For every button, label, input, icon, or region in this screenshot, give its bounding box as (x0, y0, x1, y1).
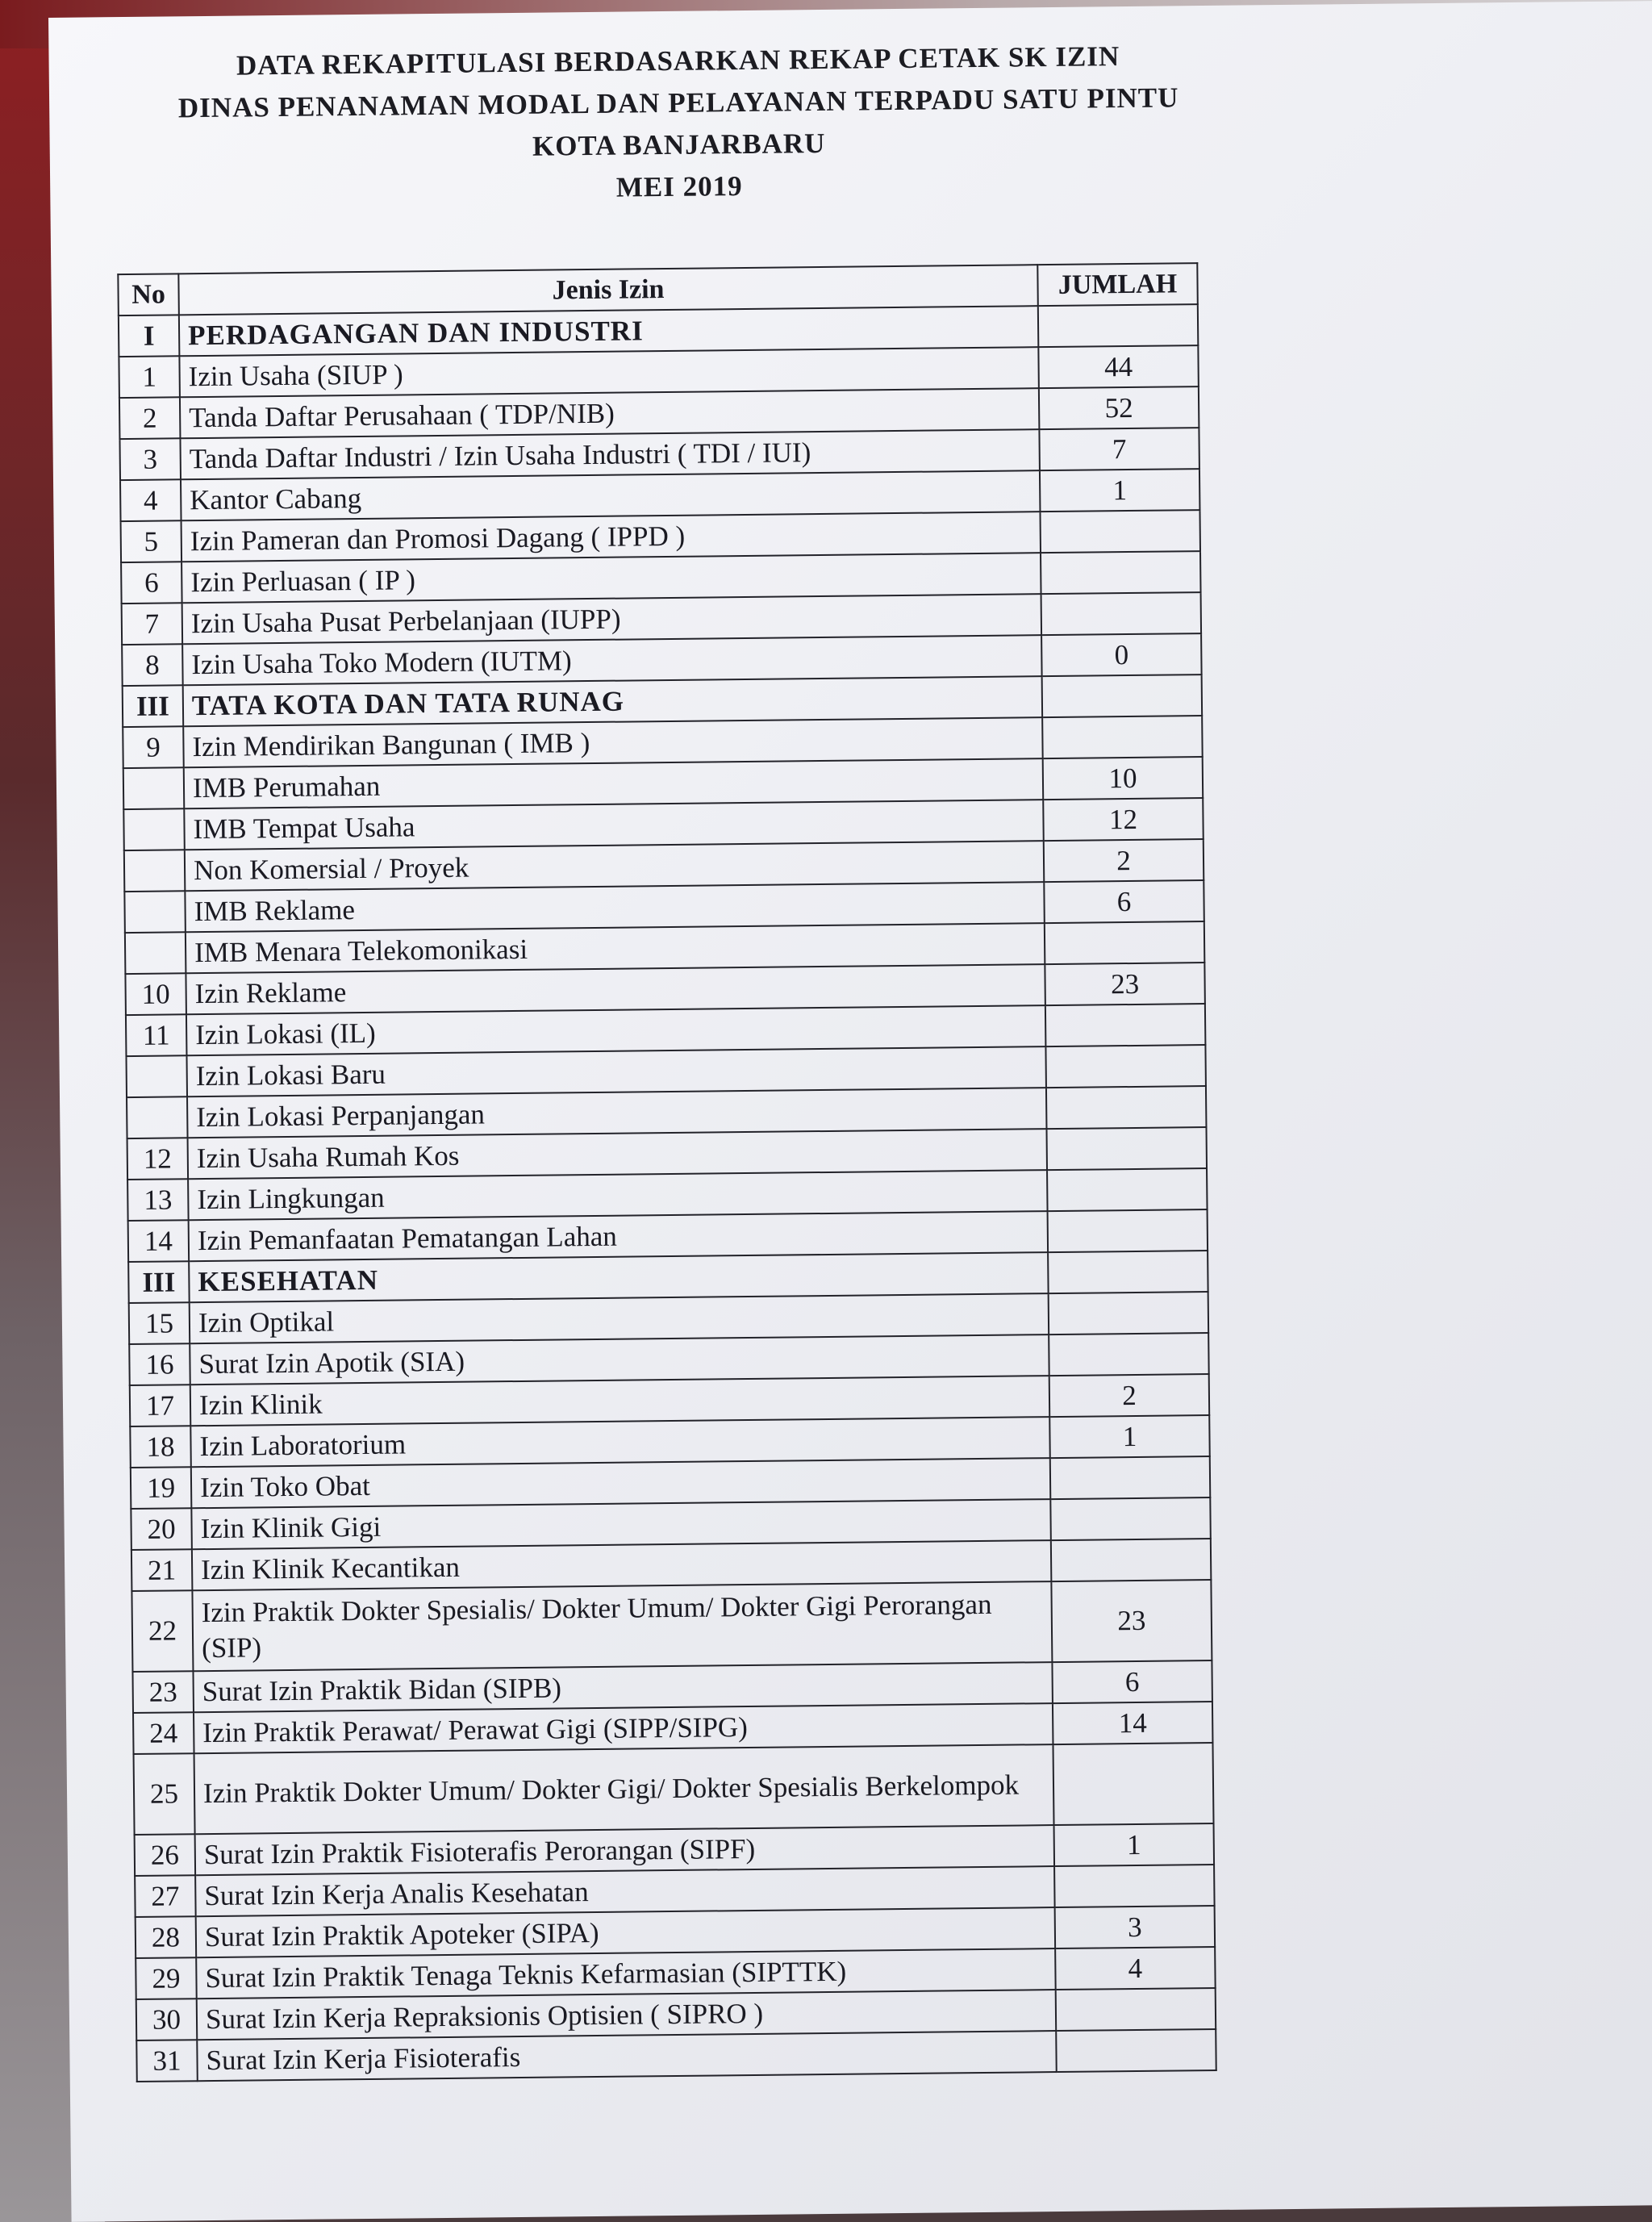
section-title: TATA KOTA DAN TATA RUNAG (191, 685, 625, 721)
row-number: 10 (125, 973, 186, 1015)
jenis-izin: Izin Lingkungan (197, 1181, 385, 1215)
row-number: 14 (128, 1220, 190, 1262)
row-number: 31 (136, 2040, 198, 2082)
jenis-izin: Surat Izin Kerja Repraksionis Optisien ( SIPRO ) (205, 1997, 764, 2035)
jumlah-value (1041, 592, 1202, 635)
jenis-izin: IMB Tempat Usaha (193, 810, 415, 845)
jenis-izin: Surat Izin Apotik (SIA) (198, 1345, 465, 1380)
jumlah-value: 4 (1055, 1947, 1216, 1990)
jenis-izin: Izin Klinik Gigi (200, 1510, 382, 1544)
jumlah-value (1048, 1251, 1208, 1293)
jumlah-value (1047, 1168, 1208, 1211)
jenis-izin: Tanda Daftar Perusahaan ( TDP/NIB) (188, 397, 615, 433)
row-number: 22 (131, 1590, 193, 1672)
jumlah-value: 44 (1038, 345, 1199, 388)
jenis-izin: Surat Izin Praktik Apoteker (SIPA) (204, 1916, 599, 1953)
jenis-izin-cell (194, 1744, 1054, 1834)
jenis-izin: Surat Izin Kerja Analis Kesehatan (204, 1875, 589, 1911)
jenis-izin: Surat Izin Praktik Bidan (SIPB) (202, 1671, 562, 1707)
jumlah-value (1050, 1456, 1211, 1499)
row-number: 2 (119, 397, 181, 439)
jumlah-value (1049, 1333, 1209, 1376)
row-number: 21 (131, 1549, 193, 1591)
jumlah-value (1056, 2029, 1216, 2072)
jenis-izin-cell (192, 1581, 1052, 1671)
row-number: 6 (121, 562, 182, 604)
row-number: 1 (119, 356, 180, 398)
row-number (123, 767, 185, 809)
jumlah-value (1038, 304, 1199, 347)
jumlah-value: 14 (1053, 1702, 1213, 1744)
jenis-izin: Izin Usaha Toko Modern (IUTM) (191, 644, 572, 680)
row-number: 20 (131, 1508, 192, 1550)
jumlah-value: 12 (1043, 798, 1204, 841)
jenis-izin: Izin Laboratorium (199, 1427, 407, 1462)
jumlah-value (1048, 1209, 1208, 1252)
jenis-izin: Surat Izin Kerja Fisioterafis (206, 2040, 521, 2076)
jumlah-value (1045, 1045, 1206, 1088)
row-number: 23 (132, 1671, 194, 1713)
jumlah-value: 23 (1051, 1580, 1212, 1662)
jumlah-value: 3 (1055, 1906, 1216, 1948)
row-number: 16 (129, 1343, 190, 1385)
row-number: 30 (136, 1999, 198, 2040)
row-number: 26 (135, 1834, 196, 1876)
row-number: 4 (120, 479, 181, 521)
jumlah-value (1051, 1539, 1212, 1581)
jenis-izin: Izin Klinik Kecantikan (200, 1551, 461, 1585)
jumlah-value: 7 (1039, 428, 1199, 470)
row-number: 17 (130, 1385, 191, 1426)
jenis-izin: Kantor Cabang (190, 482, 362, 516)
jenis-izin: Izin Toko Obat (199, 1469, 371, 1503)
table-row (134, 1743, 1214, 1835)
jumlah-value (1040, 510, 1200, 553)
jumlah-value: 1 (1054, 1823, 1215, 1866)
jenis-izin: Izin Praktik Dokter Spesialis/ Dokter Umum/ Dokter Gigi Perorangan (SIP) (201, 1588, 992, 1664)
jumlah-value (1046, 1127, 1207, 1170)
row-number: 8 (122, 644, 183, 686)
table-body (119, 304, 1216, 2082)
jenis-izin: Surat Izin Praktik Tenaga Teknis Kefarmasian (SIPTTK) (205, 1955, 847, 1994)
row-number (126, 1055, 187, 1097)
row-number: III (123, 685, 184, 727)
jumlah-value: 23 (1045, 963, 1205, 1005)
row-number: 5 (121, 520, 182, 562)
header-jenis-izin: Jenis Izin (178, 265, 1037, 315)
row-number: 24 (133, 1712, 194, 1754)
row-number: 7 (122, 603, 183, 645)
row-number: 11 (126, 1014, 187, 1056)
jenis-izin: Izin Optikal (198, 1305, 335, 1339)
jumlah-value (1046, 1086, 1207, 1129)
document-header (48, 34, 1308, 215)
jumlah-value (1056, 1988, 1216, 2031)
row-number (123, 808, 185, 850)
jumlah-value: 10 (1043, 757, 1204, 800)
row-number: 28 (136, 1916, 197, 1958)
jenis-izin: Izin Reklame (194, 975, 347, 1009)
header-line-4: MEI 2019 (615, 170, 743, 203)
jumlah-value: 6 (1052, 1660, 1212, 1703)
jumlah-value (1049, 1292, 1209, 1334)
jumlah-value: 2 (1049, 1374, 1210, 1417)
row-number (124, 850, 186, 892)
jenis-izin: IMB Reklame (194, 893, 356, 927)
jumlah-value: 2 (1044, 839, 1204, 882)
jenis-izin: Tanda Daftar Industri / Izin Usaha Industri ( TDI / IUI) (189, 436, 811, 474)
jenis-izin: Izin Usaha Pusat Perbelanjaan (IUPP) (190, 603, 621, 639)
header-line-2: DINAS PENANAMAN MODAL DAN PELAYANAN TERPADU SATU PINTU (177, 81, 1179, 124)
jenis-izin: Izin Praktik Dokter Umum/ Dokter Gigi/ Dokter Spesialis Berkelompok (202, 1769, 1020, 1810)
jenis-izin: Izin Lokasi (IL) (195, 1017, 376, 1050)
jenis-izin: Izin Perluasan ( IP ) (190, 563, 416, 598)
jumlah-value (1050, 1497, 1211, 1540)
jumlah-value: 1 (1049, 1415, 1210, 1458)
row-number: 25 (134, 1753, 195, 1835)
header-jumlah: JUMLAH (1037, 263, 1198, 306)
row-number: 9 (123, 726, 184, 768)
jenis-izin: Izin Usaha (SIUP ) (188, 357, 403, 392)
jumlah-value: 0 (1041, 633, 1202, 676)
section-title: PERDAGANGAN DAN INDUSTRI (187, 314, 644, 351)
jenis-izin: Izin Praktik Perawat/ Perawat Gigi (SIPP/SIPG) (202, 1710, 749, 1748)
jumlah-value: 1 (1040, 469, 1200, 512)
jenis-izin: Izin Pameran dan Promosi Dagang ( IPPD ) (190, 520, 686, 557)
row-number: III (128, 1261, 190, 1303)
row-number (127, 1096, 188, 1138)
jenis-izin: Izin Lokasi Perpanjangan (196, 1097, 486, 1133)
jumlah-value: 6 (1044, 880, 1204, 923)
row-number: 18 (130, 1426, 191, 1468)
row-number: 3 (119, 438, 181, 480)
row-number (124, 891, 186, 933)
header-line-1: DATA REKAPITULASI BERDASARKAN REKAP CETAK SK IZIN (236, 40, 1120, 81)
jenis-izin: IMB Perumahan (192, 770, 381, 804)
jumlah-value (1041, 551, 1201, 594)
jenis-izin-cell (197, 2031, 1056, 2081)
jumlah-value (1042, 716, 1203, 758)
jenis-izin: Non Komersial / Proyek (193, 851, 469, 886)
section-title: KESEHATAN (198, 1263, 379, 1297)
row-number: 19 (131, 1467, 192, 1509)
jumlah-value (1054, 1865, 1215, 1907)
jenis-izin: Izin Lokasi Baru (195, 1058, 386, 1092)
header-line-3: KOTA BANJARBARU (532, 127, 826, 162)
jumlah-value: 52 (1039, 386, 1199, 429)
jenis-izin: Izin Pemanfaatan Pematangan Lahan (197, 1220, 617, 1256)
row-number: I (119, 315, 180, 357)
row-number: 29 (136, 1957, 197, 1999)
jumlah-value (1042, 675, 1203, 717)
header-no: No (118, 274, 179, 315)
document-page (48, 1, 1652, 2222)
jenis-izin: Surat Izin Praktik Fisioterafis Perorangan (SIPF) (203, 1832, 756, 1870)
row-number: 15 (129, 1302, 190, 1344)
jenis-izin: Izin Klinik (198, 1388, 323, 1421)
table-row (131, 1580, 1212, 1672)
row-number: 13 (127, 1179, 189, 1221)
rekap-table (117, 262, 1216, 2082)
row-number (125, 932, 186, 974)
jenis-izin: IMB Menara Telekomonikasi (194, 933, 528, 968)
jumlah-value (1045, 1004, 1206, 1046)
row-number: 27 (135, 1875, 196, 1917)
jumlah-value (1045, 921, 1205, 964)
jenis-izin: Izin Mendirikan Bangunan ( IMB ) (192, 726, 590, 762)
jumlah-value (1053, 1743, 1213, 1825)
row-number: 12 (127, 1138, 189, 1180)
jenis-izin: Izin Usaha Rumah Kos (196, 1139, 460, 1174)
